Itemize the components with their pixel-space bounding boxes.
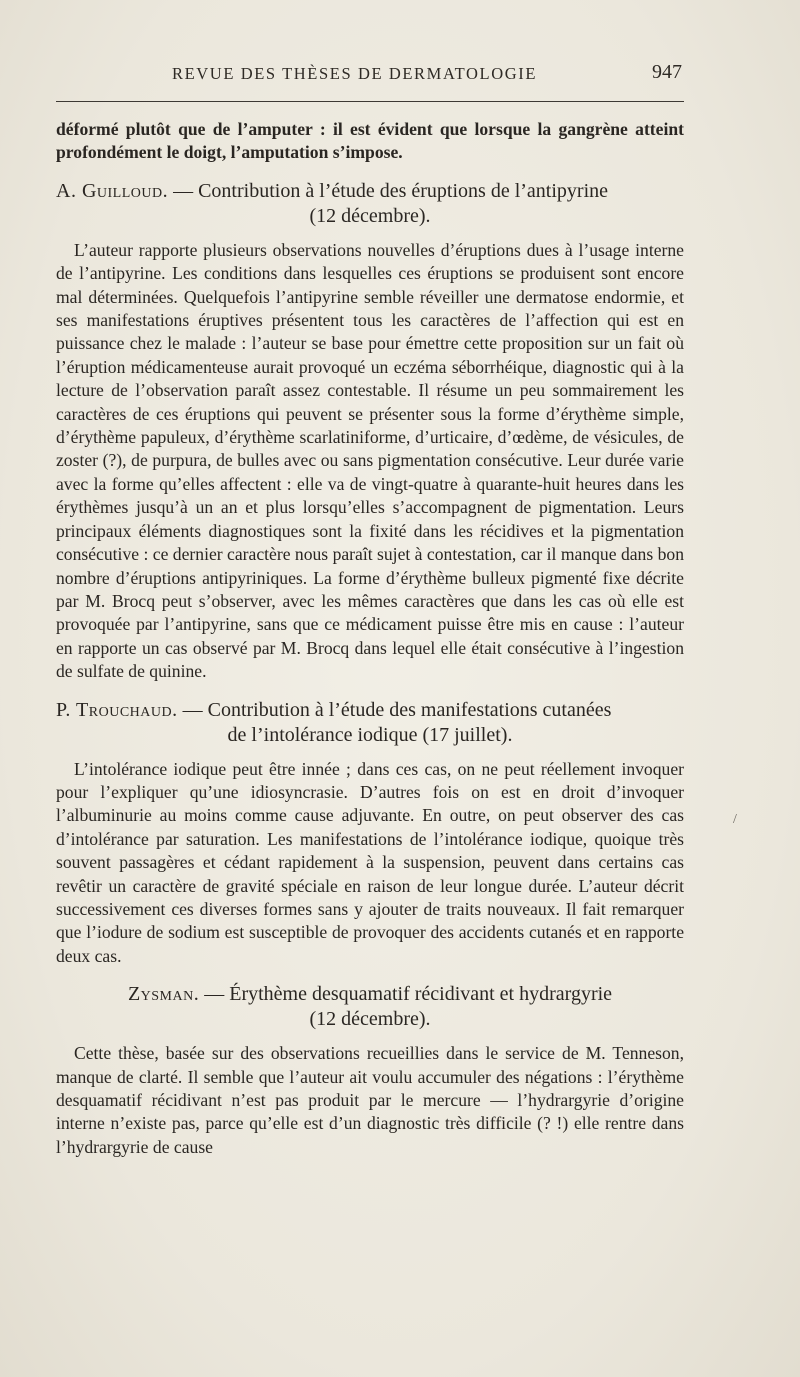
heading-first-line: [56, 698, 684, 723]
entry-dash: —: [199, 983, 230, 1006]
entry-heading: [56, 698, 684, 748]
running-title: REVUE DES THÈSES DE DERMATOLOGIE: [172, 64, 538, 83]
entry-author: Zysman.: [127, 983, 200, 1006]
entry-date: (12 décembre).: [309, 1008, 431, 1031]
thesis-entry-trouchaud: [56, 698, 684, 969]
entry-body: L’auteur rapporte plusieurs observations nouvelles d’éruptions dues à l’usage interne de l’antipyrine. Les conditions dans lesquelles ces éruptions se produisent sont encore mal déterminées. Quelquefois l’antipyrine semble réveiller une dermatose endormie, et ses manifestations éruptives présentent tous les caractères de l’affection qui est en puissance chez le malade : l’auteur se base pour émettre cette proposition sur un fait où l’éruption médicamenteuse aurait provoqué un eczéma séborrhéique, diagnostic qui à la lecture de l’observation paraît assez contestable. Il résume un peu sommairement les caractères de ces éruptions qui peuvent se présenter sous la forme d’érythème simple, d’érythème papuleux, d’érythème scarlatiniforme, d’urticaire, d’œdème, de vésicules, de zoster (?), de purpura, de bulles avec ou sans pigmentation consécutive. Leur durée varie avec la forme qu’elles affectent : elle va de vingt-quatre à quarante-huit heures dans les érythèmes jusqu’à un an et plus lorsqu’elles s’accompagnent de pigmentation. Leurs principaux éléments diagnostiques sont la fixité dans les récidives et la pigmentation consécutive : ce dernier caractère nous paraît sujet à contestation, car il manque dans bon nombre d’éruptions antipyriniques. La forme d’érythème bulleux pigmenté fixe décrite par M. Brocq peut s’observer, avec les mêmes caractères que dans les cas où elle est provoquée par l’antipyrine, sans que ce médicament puisse être mis en cause : l’auteur en rapporte un cas observé par M. Brocq dans lequel elle était consécutive à l’ingestion de sulfate de quinine.: [56, 239, 684, 682]
entry-heading: [56, 179, 684, 229]
margin-speck: /: [733, 812, 737, 827]
entry-date: (12 décembre).: [309, 204, 431, 227]
entry-author: P. Trouchaud.: [56, 698, 178, 721]
heading-first-line: [56, 179, 684, 204]
page-header: [56, 60, 684, 88]
entry-title: Érythème desquamatif récidivant et hydrargyrie: [229, 983, 613, 1006]
entry-heading: [56, 982, 684, 1032]
entry-date: de l’intolérance iodique (17 juillet).: [227, 723, 513, 746]
page-number: 947: [652, 61, 682, 83]
header-rule: [56, 101, 684, 102]
entry-title: Contribution à l’étude des manifestations cutanées: [207, 698, 612, 721]
thesis-entry-guilloud: [56, 179, 684, 684]
intro-paragraph: déformé plutôt que de l’amputer : il est évident que lorsque la gangrène atteint profondément le doigt, l’amputation s’impose.: [56, 119, 684, 163]
entry-body: Cette thèse, basée sur des observations recueillies dans le service de M. Tenneson, manque de clarté. Il semble que l’auteur ait voulu accumuler des négations : l’érythème desquamatif récidivant n’est pas produit par le mercure — l’hydrargyrie d’origine interne n’existe pas, parce qu’elle est d’un diagnostic très difficile (? !) elle rentre dans l’hydrargyrie de cause: [56, 1043, 684, 1157]
entry-author: A. Guilloud.: [56, 179, 169, 202]
entry-dash: —: [177, 698, 208, 721]
entry-title: Contribution à l’étude des éruptions de l’antipyrine: [198, 179, 608, 202]
entry-dash: —: [168, 179, 199, 202]
entry-body: L’intolérance iodique peut être innée ; dans ces cas, on ne peut réellement invoquer pour l’expliquer qu’une idiosyncrasie. D’autres fois on est en droit d’invoquer l’albuminurie au moins comme cause adjuvante. En outre, on peut observer des cas d’intolérance par saturation. Les manifestations de l’intolérance iodique, quoique très souvent passagères et cédant rapidement à la suspension, peuvent dans certains cas revêtir un caractère de gravité spéciale en raison de leur longue durée. L’auteur décrit successivement ces diverses formes sans y ajouter de traits nouveaux. Il fait remarquer que l’iodure de sodium est susceptible de provoquer des accidents cutanés et en rapporte deux cas.: [56, 758, 684, 966]
heading-first-line: [56, 982, 684, 1007]
thesis-entry-zysman: [56, 982, 684, 1159]
page-content: [56, 118, 684, 1159]
